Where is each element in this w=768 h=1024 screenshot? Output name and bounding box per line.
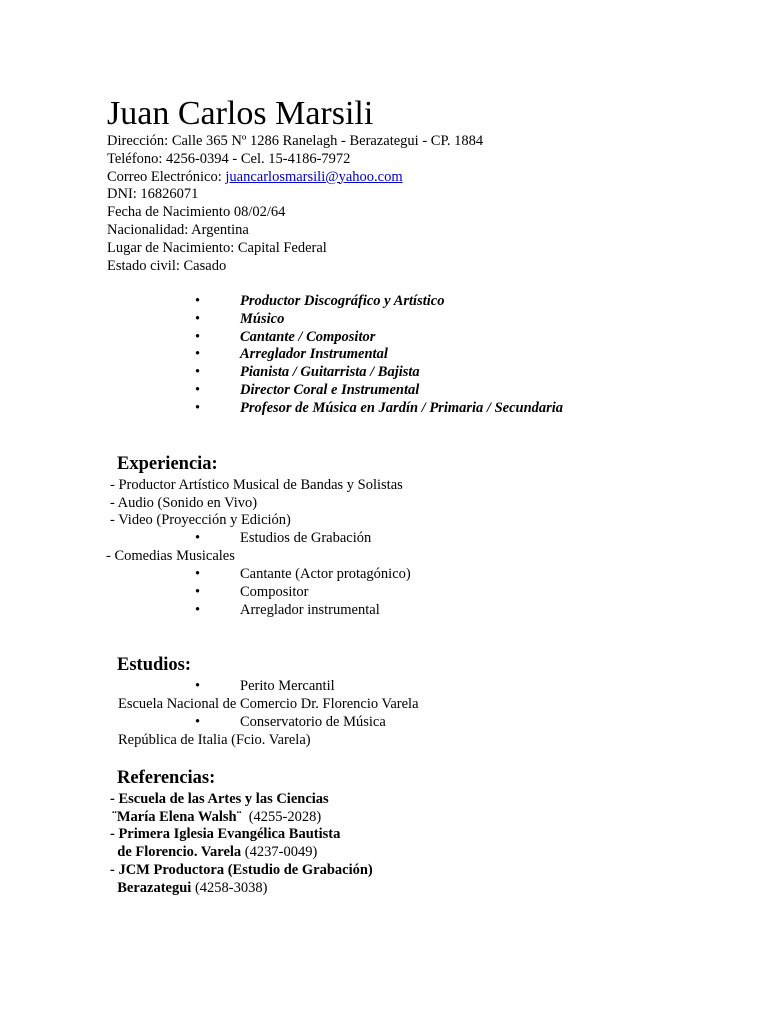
reference-phone: (4237-0049)	[241, 844, 318, 860]
study-place: República de Italia (Fcio. Varela)	[118, 732, 311, 748]
study-title: Perito Mercantil	[240, 678, 335, 694]
candidate-name: Juan Carlos Marsili	[107, 95, 374, 132]
birth-place-line: Lugar de Nacimiento: Capital Federal	[107, 239, 327, 256]
musicals-sublist	[0, 566, 768, 619]
reference-phone: (4255-2028)	[241, 809, 322, 825]
subitem-text: Estudios de Grabación	[240, 530, 372, 546]
musicals-subitem	[0, 566, 768, 584]
bullet-icon: •	[195, 364, 201, 381]
musicals-subitem	[0, 584, 768, 602]
role-text: Profesor de Música en Jardín / Primaria / Secundaria	[240, 399, 564, 416]
reference-name: - Escuela de las Artes y las Ciencias	[110, 791, 329, 807]
phone-line: Teléfono: 4256-0394 - Cel. 15-4186-7972	[107, 150, 351, 167]
experience-item: - Comedias Musicales	[106, 548, 235, 564]
email-link[interactable]: juancarlosmarsili@yahoo.com	[225, 168, 403, 185]
musicals-subitem	[0, 602, 768, 620]
subitem-text: Cantante (Actor protagónico)	[240, 566, 411, 582]
bullet-icon: •	[195, 346, 201, 363]
bullet-icon: •	[195, 310, 201, 327]
reference-line	[110, 791, 329, 809]
email-label: Correo Electrónico:	[107, 168, 226, 185]
reference-line	[110, 826, 340, 844]
bullet-icon: •	[195, 530, 201, 546]
reference-name: - Primera Iglesia Evangélica Bautista	[110, 826, 341, 842]
bullet-icon: •	[195, 381, 201, 398]
birth-date-line: Fecha de Nacimiento 08/02/64	[107, 204, 286, 221]
experience-item: - Video (Proyección y Edición)	[110, 512, 291, 528]
role-text: Pianista / Guitarrista / Bajista	[240, 364, 420, 381]
role-text: Director Coral e Instrumental	[240, 381, 420, 398]
role-text: Productor Discográfico y Artístico	[240, 293, 445, 309]
nationality-line: Nacionalidad: Argentina	[107, 221, 249, 238]
reference-phone: (4258-3038)	[191, 880, 268, 896]
bullet-icon: •	[195, 601, 201, 618]
reference-line	[110, 862, 373, 880]
reference-line	[110, 844, 317, 862]
reference-name: de Florencio. Varela	[110, 844, 242, 860]
subitem-text: Arreglador instrumental	[240, 601, 380, 618]
bullet-icon: •	[195, 399, 201, 416]
study-place: Escuela Nacional de Comercio Dr. Florencio Varela	[118, 696, 419, 712]
studies-item	[0, 678, 768, 696]
references-heading: Referencias:	[117, 768, 216, 788]
contact-info	[107, 133, 483, 275]
study-title: Conservatorio de Música	[240, 714, 386, 730]
address-line: Dirección: Calle 365 Nº 1286 Ranelagh - Berazategui - CP. 1884	[107, 133, 484, 149]
bullet-icon: •	[195, 328, 201, 345]
bullet-icon: •	[195, 566, 201, 582]
bullet-icon: •	[195, 583, 201, 600]
experience-item: - Audio (Sonido en Vivo)	[110, 495, 258, 511]
bullet-icon: •	[195, 293, 201, 309]
bullet-icon: •	[195, 714, 201, 730]
role-text: Arreglador Instrumental	[240, 346, 388, 363]
experience-heading: Experiencia:	[117, 454, 218, 474]
experience-item: - Productor Artístico Musical de Bandas y Solistas	[110, 477, 403, 493]
reference-name: ¨María Elena Walsh¨	[112, 809, 242, 825]
civil-status-line: Estado civil: Casado	[107, 257, 227, 274]
bullet-icon: •	[195, 678, 201, 694]
dni-line: DNI: 16826071	[107, 186, 199, 203]
role-text: Músico	[240, 310, 285, 327]
studies-item	[0, 714, 768, 732]
subitem-text: Compositor	[240, 583, 309, 600]
reference-name: Berazategui	[110, 880, 192, 896]
reference-line	[110, 880, 267, 898]
reference-line	[112, 809, 321, 827]
reference-name: - JCM Productora (Estudio de Grabación)	[110, 862, 373, 878]
email-line	[107, 169, 483, 187]
role-text: Cantante / Compositor	[240, 328, 376, 345]
experience-subitem	[0, 530, 768, 548]
studies-heading: Estudios:	[117, 655, 192, 675]
